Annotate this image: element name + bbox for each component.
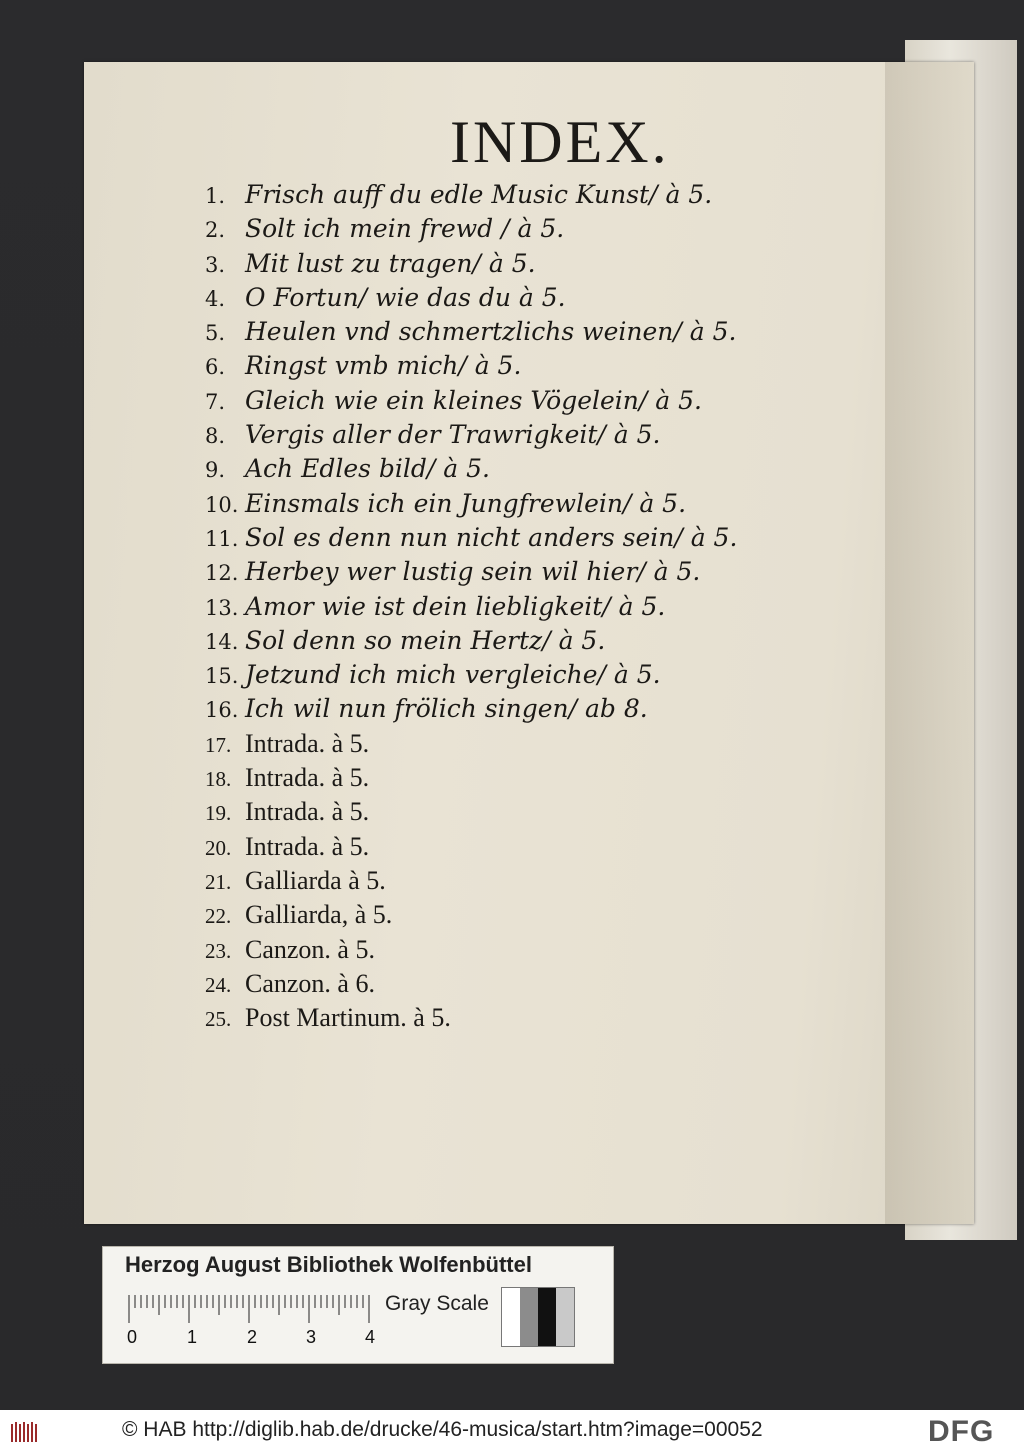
index-entry bbox=[205, 418, 737, 452]
index-entry bbox=[205, 658, 737, 692]
entry-title: Ich wil nun frölich singen/ ab 8. bbox=[245, 694, 648, 724]
gray-swatch bbox=[502, 1288, 520, 1346]
entry-number: 17. bbox=[205, 732, 232, 757]
index-entry bbox=[205, 727, 737, 761]
page-gutter bbox=[885, 62, 975, 1224]
index-entry bbox=[205, 830, 737, 864]
ruler-digit: 2 bbox=[247, 1327, 258, 1347]
ruler-digit: 4 bbox=[365, 1327, 376, 1347]
entry-number: 25. bbox=[205, 1007, 232, 1032]
entry-number: 24. bbox=[205, 972, 232, 997]
ruler-digit: 0 bbox=[127, 1327, 138, 1347]
entry-number: 5. bbox=[205, 321, 226, 346]
library-label bbox=[102, 1246, 614, 1364]
entry-number: 3. bbox=[205, 252, 226, 277]
entry-number: 6. bbox=[205, 355, 226, 380]
index-entry bbox=[205, 315, 737, 349]
entry-number: 23. bbox=[205, 938, 232, 963]
index-entry bbox=[205, 349, 737, 383]
entry-number: 20. bbox=[205, 835, 232, 860]
entry-title: Sol denn so mein Hertz/ à 5. bbox=[245, 625, 606, 655]
entry-number: 11. bbox=[205, 526, 239, 551]
entry-title: Canzon. à 5. bbox=[245, 934, 375, 964]
entry-number: 9. bbox=[205, 458, 226, 483]
entry-number: 22. bbox=[205, 904, 232, 929]
entry-title: Mit lust zu tragen/ à 5. bbox=[245, 248, 536, 278]
index-list bbox=[205, 178, 737, 1035]
index-entry bbox=[205, 1001, 737, 1035]
entry-number: 18. bbox=[205, 767, 232, 792]
hab-logo-icon bbox=[10, 1420, 40, 1444]
entry-title: Frisch auff du edle Music Kunst/ à 5. bbox=[245, 180, 713, 209]
entry-title: Canzon. à 6. bbox=[245, 968, 375, 998]
entry-title: Post Martinum. à 5. bbox=[245, 1003, 451, 1033]
entry-title: Sol es denn nun nicht anders sein/ à 5. bbox=[245, 522, 738, 552]
index-entry bbox=[205, 555, 737, 589]
index-entry bbox=[205, 281, 737, 315]
index-entry bbox=[205, 487, 737, 521]
institution-name: Herzog August Bibliothek Wolfenbüttel bbox=[125, 1252, 532, 1277]
entry-number: 21. bbox=[205, 869, 232, 894]
entry-number: 16. bbox=[205, 698, 239, 723]
index-entry bbox=[205, 247, 737, 281]
index-entry bbox=[205, 898, 737, 932]
entry-title: Intrada. à 5. bbox=[245, 797, 370, 827]
entry-number: 14. bbox=[205, 629, 239, 654]
entry-title: Intrada. à 5. bbox=[245, 763, 370, 793]
entry-title: Ringst vmb mich/ à 5. bbox=[245, 351, 522, 381]
entry-title: Jetzund ich mich vergleiche/ à 5. bbox=[245, 660, 661, 690]
gray-swatch bbox=[520, 1288, 538, 1346]
entry-title: Vergis aller der Trawrigkeit/ à 5. bbox=[245, 420, 661, 450]
index-entry bbox=[205, 692, 737, 726]
entry-title: Ach Edles bild/ à 5. bbox=[245, 454, 490, 484]
gray-scale-label: Gray Scale bbox=[385, 1292, 489, 1315]
index-entry bbox=[205, 452, 737, 486]
entry-title: Amor wie ist dein liebligkeit/ à 5. bbox=[245, 591, 666, 621]
index-entry bbox=[205, 212, 737, 246]
index-entry bbox=[205, 795, 737, 829]
entry-title: Intrada. à 5. bbox=[245, 831, 370, 861]
gray-swatch bbox=[538, 1288, 556, 1346]
index-entry bbox=[205, 624, 737, 658]
entry-title: O Fortun/ wie das du à 5. bbox=[245, 282, 566, 312]
entry-title: Einsmals ich ein Jungfrewlein/ à 5. bbox=[245, 488, 687, 518]
index-entry bbox=[205, 590, 737, 624]
ruler-digit: 3 bbox=[306, 1327, 317, 1347]
entry-title: Galliarda, à 5. bbox=[245, 900, 393, 930]
entry-number: 7. bbox=[205, 389, 226, 414]
entry-number: 13. bbox=[205, 595, 239, 620]
gray-scale-swatches bbox=[501, 1287, 575, 1347]
entry-title: Heulen vnd schmertzlichs weinen/ à 5. bbox=[245, 317, 737, 347]
entry-title: Intrada. à 5. bbox=[245, 728, 370, 758]
footer-bar bbox=[0, 1410, 1024, 1454]
dfg-logo: DFG bbox=[928, 1415, 995, 1448]
entry-title: Solt ich mein frewd / à 5. bbox=[245, 214, 565, 244]
ruler bbox=[127, 1295, 377, 1325]
index-entry bbox=[205, 761, 737, 795]
entry-number: 12. bbox=[205, 561, 239, 586]
ruler-digit: 1 bbox=[187, 1327, 198, 1347]
entry-number: 19. bbox=[205, 801, 232, 826]
index-entry bbox=[205, 384, 737, 418]
entry-number: 8. bbox=[205, 424, 226, 449]
index-entry bbox=[205, 864, 737, 898]
entry-title: Gleich wie ein kleines Vögelein/ à 5. bbox=[245, 385, 702, 415]
entry-title: Herbey wer lustig sein wil hier/ à 5. bbox=[245, 557, 701, 587]
index-entry bbox=[205, 521, 737, 555]
entry-number: 10. bbox=[205, 492, 239, 517]
entry-number: 15. bbox=[205, 664, 239, 689]
index-entry bbox=[205, 178, 737, 212]
entry-number: 2. bbox=[205, 218, 226, 243]
index-entry bbox=[205, 967, 737, 1001]
copyright-url[interactable]: © HAB http://diglib.hab.de/drucke/46-musica/start.htm?image=00052 bbox=[122, 1418, 763, 1441]
gray-swatch bbox=[556, 1288, 574, 1346]
index-entry bbox=[205, 933, 737, 967]
entry-title: Galliarda à 5. bbox=[245, 865, 386, 895]
entry-number: 4. bbox=[205, 286, 226, 311]
index-title: INDEX. bbox=[450, 109, 670, 175]
entry-number: 1. bbox=[205, 184, 226, 208]
